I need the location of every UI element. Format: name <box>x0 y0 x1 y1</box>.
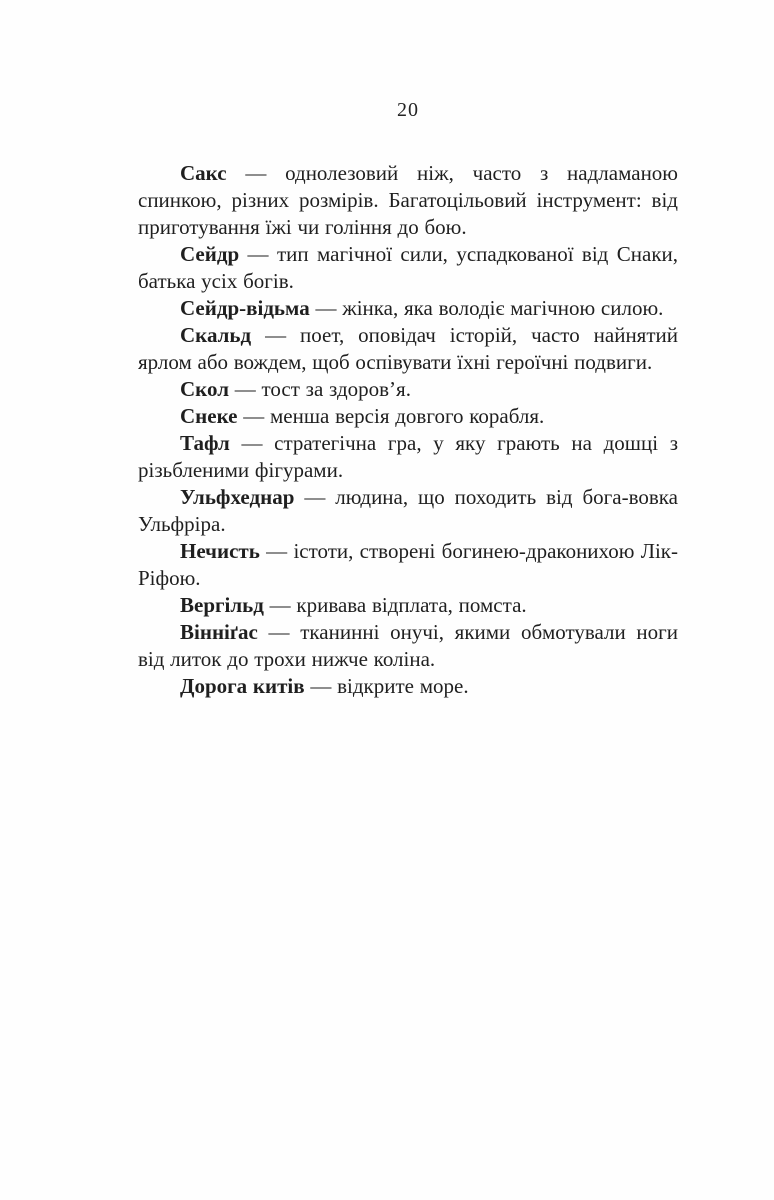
entry-definition: однолезовий ніж, часто з надламаною спинкою, різних розмірів. Багатоцільовий інструмент: від приготування їжі чи гоління до бою. <box>138 161 678 239</box>
entry-term: Скальд <box>180 323 252 347</box>
entry-separator: — <box>251 323 301 347</box>
entry-separator: — <box>239 242 277 266</box>
entry-separator: — <box>309 296 343 320</box>
entry-separator: — <box>229 431 275 455</box>
entry-term: Нечисть <box>180 539 260 563</box>
glossary-entry <box>138 592 678 619</box>
entry-term: Дорога китів <box>180 674 305 698</box>
entry-definition: поет, оповідач історій, часто найнятий ярлом або вождем, щоб оспівувати їхні героїчні подвиги. <box>138 323 678 374</box>
glossary-text-block <box>138 160 678 700</box>
page-number: 20 <box>397 99 419 121</box>
entry-definition: кривава відплата, помста. <box>296 593 527 617</box>
entry-definition: тост за здоров’я. <box>261 377 411 401</box>
entry-term: Скол <box>180 377 229 401</box>
glossary-entry <box>138 673 678 700</box>
entry-separator: — <box>304 674 338 698</box>
entry-term: Тафл <box>180 431 230 455</box>
entry-definition: істоти, створені богинею-драконихою Лік-Ріфою. <box>138 539 679 590</box>
entry-definition: тканинні онучі, якими обмотували ноги від литок до трохи нижче коліна. <box>138 620 679 671</box>
glossary-entry <box>138 538 678 592</box>
entry-separator: — <box>229 377 262 401</box>
glossary-entry <box>138 322 678 376</box>
entry-definition: менша версія довгого корабля. <box>269 404 545 428</box>
entry-definition: людина, що походить від бога-вовка Ульфріра. <box>138 485 678 536</box>
glossary-entry <box>138 241 678 295</box>
entry-definition: жінка, яка володіє магічною силою. <box>342 296 664 320</box>
entry-term: Ульфхеднар <box>180 485 295 509</box>
entry-definition: відкрите море. <box>337 674 469 698</box>
entry-definition: стратегічна гра, у яку грають на дошці з різьбленими фігурами. <box>138 431 679 482</box>
entry-separator: — <box>257 620 301 644</box>
entry-term: Вінніґас <box>180 620 258 644</box>
entry-term: Сакс <box>180 161 227 185</box>
glossary-entry <box>138 430 678 484</box>
entry-separator: — <box>259 539 294 563</box>
entry-definition: тип магічної сили, успадкованої від Снаки, батька усіх богів. <box>138 242 679 293</box>
glossary-entry <box>138 376 678 403</box>
entry-separator: — <box>226 161 286 185</box>
glossary-entry <box>138 619 678 673</box>
entry-term: Сейдр-відьма <box>180 296 310 320</box>
glossary-entry <box>138 484 678 538</box>
glossary-entry <box>138 295 678 322</box>
glossary-entry <box>138 403 678 430</box>
entry-separator: — <box>294 485 336 509</box>
entry-separator: — <box>237 404 270 428</box>
entry-term: Снеке <box>180 404 238 428</box>
entry-separator: — <box>263 593 297 617</box>
entry-term: Вергільд <box>180 593 264 617</box>
glossary-entry <box>138 160 678 241</box>
entry-term: Сейдр <box>180 242 240 266</box>
